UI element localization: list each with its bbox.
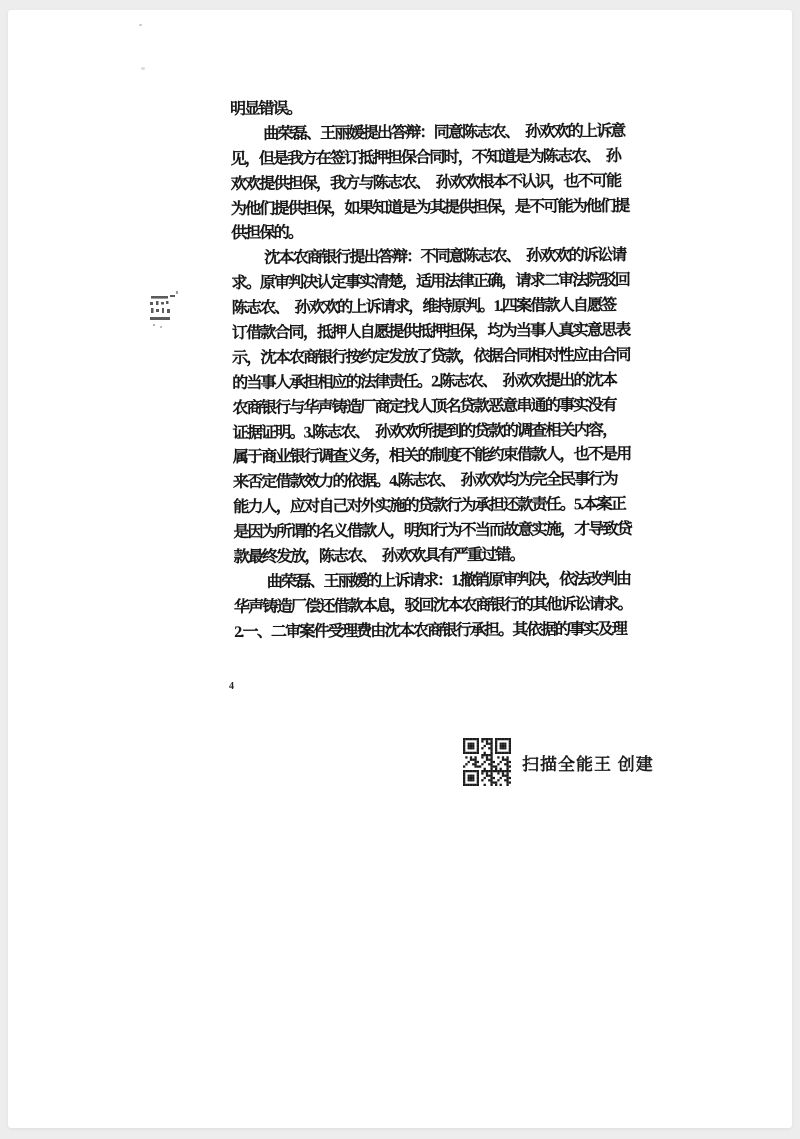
text-line: 欢欢提供担保，我方与陈志农、 孙欢欢根本不认识，也不可能 bbox=[230, 172, 621, 193]
scanner-watermark bbox=[463, 738, 654, 786]
text-line: 是因为所谓的名义借款人，明知行为不当而故意实施，才导致贷 bbox=[233, 521, 632, 542]
text-line: 示，沈本农商银行按约定发放了贷款，依据合同相对性应由合同 bbox=[231, 346, 630, 367]
ink-stamp-icon bbox=[147, 291, 183, 335]
text-line: 华声铸造厂偿还借款本息，驳回沈本农商银行的其他诉讼请求。 bbox=[233, 595, 632, 616]
qr-caption: 扫描全能王 创建 bbox=[522, 754, 654, 774]
text-line: 沈本农商银行提出答辩：不同意陈志农、 孙欢欢的诉讼请 bbox=[264, 247, 626, 268]
text-line: 能力人，应对自己对外实施的贷款行为承担还款责任。5.本案正 bbox=[233, 496, 626, 517]
page-number: 4 bbox=[229, 681, 234, 692]
text-line: 农商银行与华声铸造厂商定找人顶名贷款恶意串通的事实没有 bbox=[232, 396, 616, 417]
text-line: 订借款合同，抵押人自愿提供抵押担保，均为当事人真实意思表 bbox=[231, 321, 630, 343]
text-line: 供担保的。 bbox=[231, 224, 303, 243]
scanned-paper-page bbox=[8, 10, 792, 1128]
text-block bbox=[230, 95, 636, 646]
scan-speck bbox=[139, 24, 142, 26]
text-line: 曲荣磊、王丽媛的上诉请求：1.撤销原审判决，依法改判由 bbox=[266, 570, 631, 591]
scan-speck bbox=[141, 67, 145, 70]
text-line: 属于商业银行调查义务，相关的制度不能约束借款人，也不是用 bbox=[232, 446, 631, 467]
text-line: 为他们提供担保，如果知道是为其提供担保，是不可能为他们提 bbox=[230, 197, 629, 218]
qr-code-icon bbox=[463, 738, 511, 786]
text-line: 见，但是我方在签订抵押担保合同时，不知道是为陈志农、 孙 bbox=[230, 147, 621, 168]
text-line: 2.一、二审案件受理费由沈本农商银行承担。其依据的事实及理 bbox=[234, 620, 627, 641]
text-line: 证据证明。3.陈志农、 孙欢欢所提到的贷款的调查相关内容， bbox=[232, 421, 617, 442]
text-line: 求。原审判决认定事实清楚，适用法律正确，请求二审法院驳回 bbox=[231, 272, 630, 293]
text-line: 来否定借款效力的依据。4.陈志农、 孙欢欢均为完全民事行为 bbox=[232, 471, 617, 492]
text-line: 曲荣磊、王丽媛提出答辩：同意陈志农、 孙欢欢的上诉意 bbox=[263, 122, 625, 143]
text-line: 的当事人承担相应的法律责任。2.陈志农、 孙欢欢提出的沈本 bbox=[232, 371, 617, 392]
text-line: 陈志农、 孙欢欢的上诉请求，维持原判。1.四案借款人自愿签 bbox=[231, 297, 616, 318]
text-line: 明显错误。 bbox=[230, 100, 302, 118]
text-line: 款最终发放，陈志农、 孙欢欢具有严重过错。 bbox=[233, 546, 524, 567]
